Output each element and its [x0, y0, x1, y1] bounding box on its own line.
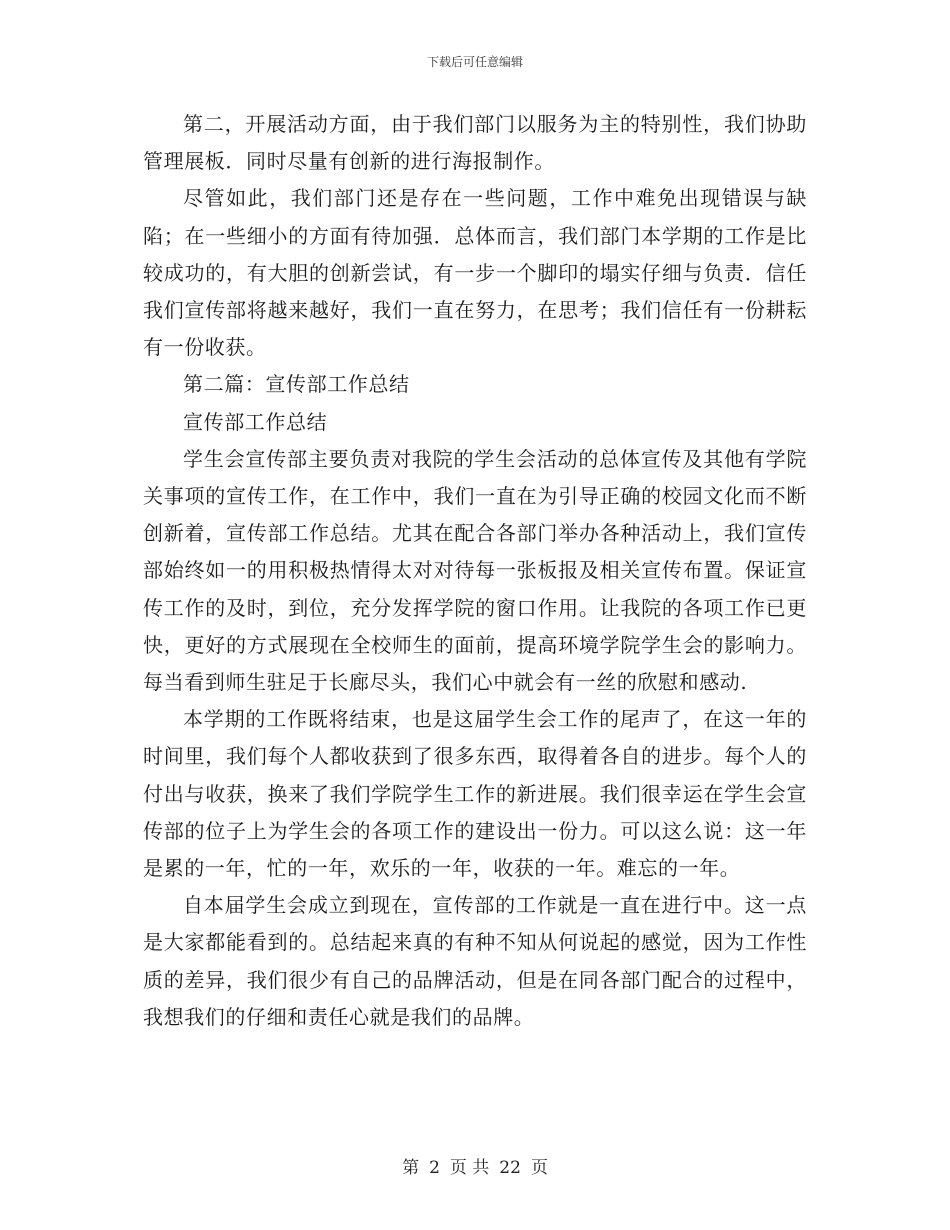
section-title: 宣传部工作总结 [183, 409, 328, 434]
footer-middle: 页 共 [449, 1158, 490, 1178]
section-heading: 第二篇：宣传部工作总结 [183, 372, 410, 397]
footer-suffix: 页 [530, 1158, 548, 1178]
header-note: 下载后可任意编辑 [426, 55, 523, 69]
paragraph: 自本届学生会成立到现在，宣传部的工作就是一直在进行中。这一点是大家都能看到的。总结起来真的有种不知从何说起的感觉，因为工作性质的差异，我们很少有自己的品牌活动，但是在同各部门配合的过程中，我想我们的仔细和责任心就是我们的品牌。 [143, 893, 807, 1029]
page-footer [0, 1153, 950, 1178]
paragraph: 尽管如此，我们部门还是存在一些问题，工作中难免出现错误与缺陷；在一些细小的方面有待加强．总体而言，我们部门本学期的工作是比较成功的，有大胆的创新尝试，有一步一个脚印的塌实仔细与负责．信任我们宣传部将越来越好，我们一直在努力，在思考；我们信任有一份耕耘有一份收获。 [143, 186, 807, 360]
paragraph: 本学期的工作既将结束，也是这届学生会工作的尾声了，在这一年的时间里，我们每个人都收获到了很多东西，取得着各自的进步。每个人的付出与收获，换来了我们学院学生工作的新进展。我们很幸运在学生会宣传部的位子上为学生会的各项工作的建设出一份力。可以这么说：这一年是累的一年，忙的一年，欢乐的一年，收获的一年。难忘的一年。 [143, 707, 807, 881]
paragraph: 第二，开展活动方面，由于我们部门以服务为主的特别性，我们协助管理展板．同时尽量有创新的进行海报制作。 [143, 112, 807, 174]
document-body [143, 106, 807, 1036]
paragraph: 学生会宣传部主要负责对我院的学生会活动的总体宣传及其他有学院关事项的宣传工作，在工作中，我们一直在为引导正确的校园文化而不断创新着，宣传部工作总结。尤其在配合各部门举办各种活动上，我们宣传部始终如一的用积极热情得太对对待每一张板报及相关宣传布置。保证宣传工作的及时，到位，充分发挥学院的窗口作用。让我院的各项工作已更快，更好的方式展现在全校师生的面前，提高环境学院学生会的影响力。每当看到师生驻足于长廊尽头，我们心中就会有一丝的欣慰和感动. [143, 446, 807, 695]
total-pages: 22 [499, 1158, 521, 1178]
footer-prefix: 第 [402, 1158, 420, 1178]
page-number: 2 [429, 1158, 440, 1178]
